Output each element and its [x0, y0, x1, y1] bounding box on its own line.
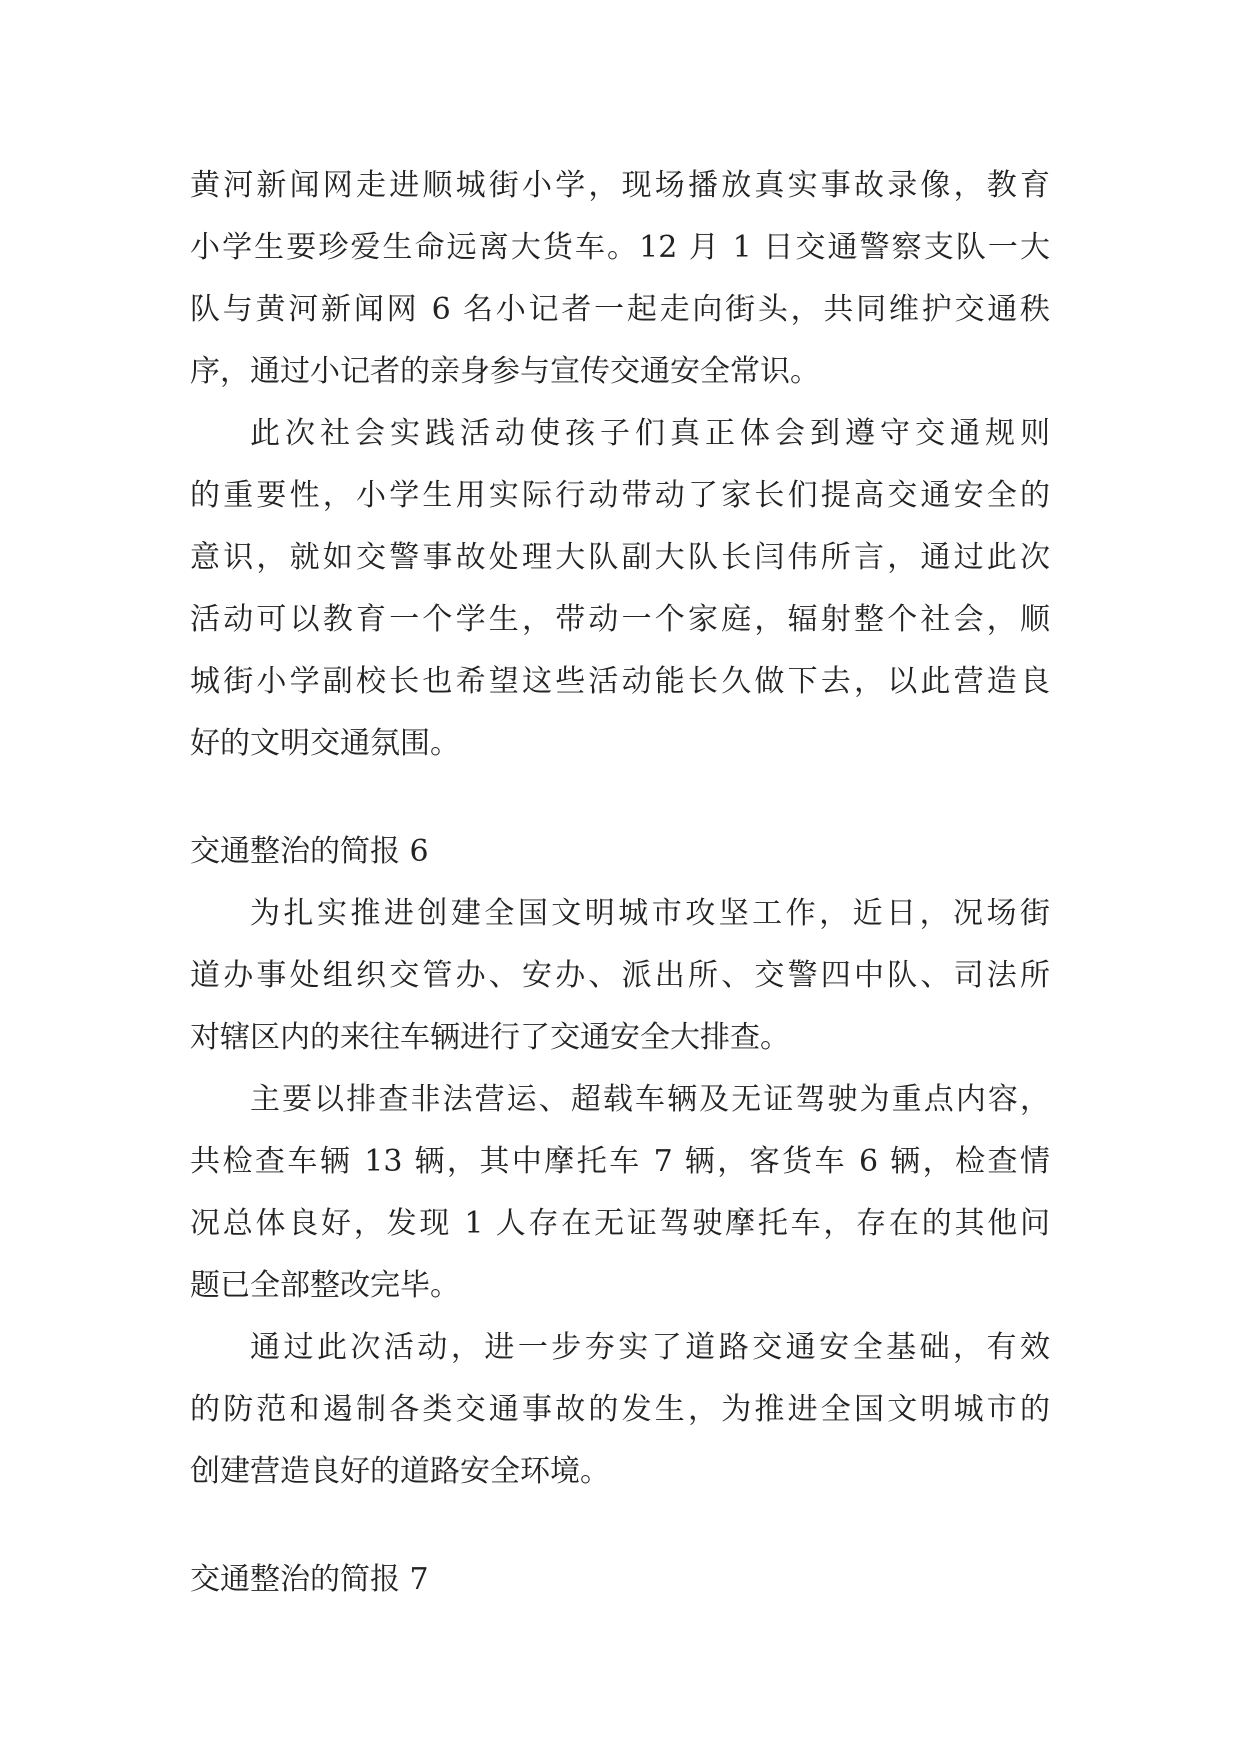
- paragraph-5-line-1: 通过此次活动，进一步夯实了道路交通安全基础，有效: [250, 1330, 1050, 1365]
- paragraph-2-line-3: 意识，就如交警事故处理大队副大队长闫伟所言，通过此次: [190, 540, 1050, 575]
- paragraph-3-line-1: 为扎实推进创建全国文明城市攻坚工作，近日，况场街: [250, 896, 1050, 931]
- paragraph-5-line-2: 的防范和遏制各类交通事故的发生，为推进全国文明城市的: [190, 1392, 1050, 1427]
- paragraph-2-line-5: 城街小学副校长也希望这些活动能长久做下去，以此营造良: [190, 664, 1050, 699]
- paragraph-1-line-4: 序，通过小记者的亲身参与宣传交通安全常识。: [190, 354, 820, 389]
- paragraph-3-line-3: 对辖区内的来往车辆进行了交通安全大排查。: [190, 1020, 790, 1055]
- paragraph-1-line-3: 队与黄河新闻网 6 名小记者一起走向街头，共同维护交通秩: [190, 292, 1050, 327]
- paragraph-2-line-4: 活动可以教育一个学生，带动一个家庭，辐射整个社会，顺: [190, 602, 1050, 637]
- paragraph-3-line-2: 道办事处组织交管办、安办、派出所、交警四中队、司法所: [190, 958, 1050, 993]
- paragraph-1-line-2: 小学生要珍爱生命远离大货车。12 月 1 日交通警察支队一大: [190, 230, 1050, 265]
- paragraph-4-line-4: 题已全部整改完毕。: [190, 1268, 460, 1303]
- paragraph-5-line-3: 创建营造良好的道路安全环境。: [190, 1454, 610, 1489]
- paragraph-2-line-2: 的重要性，小学生用实际行动带动了家长们提高交通安全的: [190, 478, 1050, 513]
- section-heading-7: 交通整治的简报 7: [190, 1562, 429, 1597]
- paragraph-4-line-3: 况总体良好，发现 1 人存在无证驾驶摩托车，存在的其他问: [190, 1206, 1050, 1241]
- section-heading-6: 交通整治的简报 6: [190, 834, 429, 869]
- paragraph-4-line-1: 主要以排查非法营运、超载车辆及无证驾驶为重点内容，: [250, 1082, 1050, 1117]
- paragraph-1-line-1: 黄河新闻网走进顺城街小学，现场播放真实事故录像，教育: [190, 168, 1050, 203]
- paragraph-2-line-6: 好的文明交通氛围。: [190, 726, 460, 761]
- paragraph-2-line-1: 此次社会实践活动使孩子们真正体会到遵守交通规则: [250, 416, 1050, 451]
- paragraph-4-line-2: 共检查车辆 13 辆，其中摩托车 7 辆，客货车 6 辆，检查情: [190, 1144, 1050, 1179]
